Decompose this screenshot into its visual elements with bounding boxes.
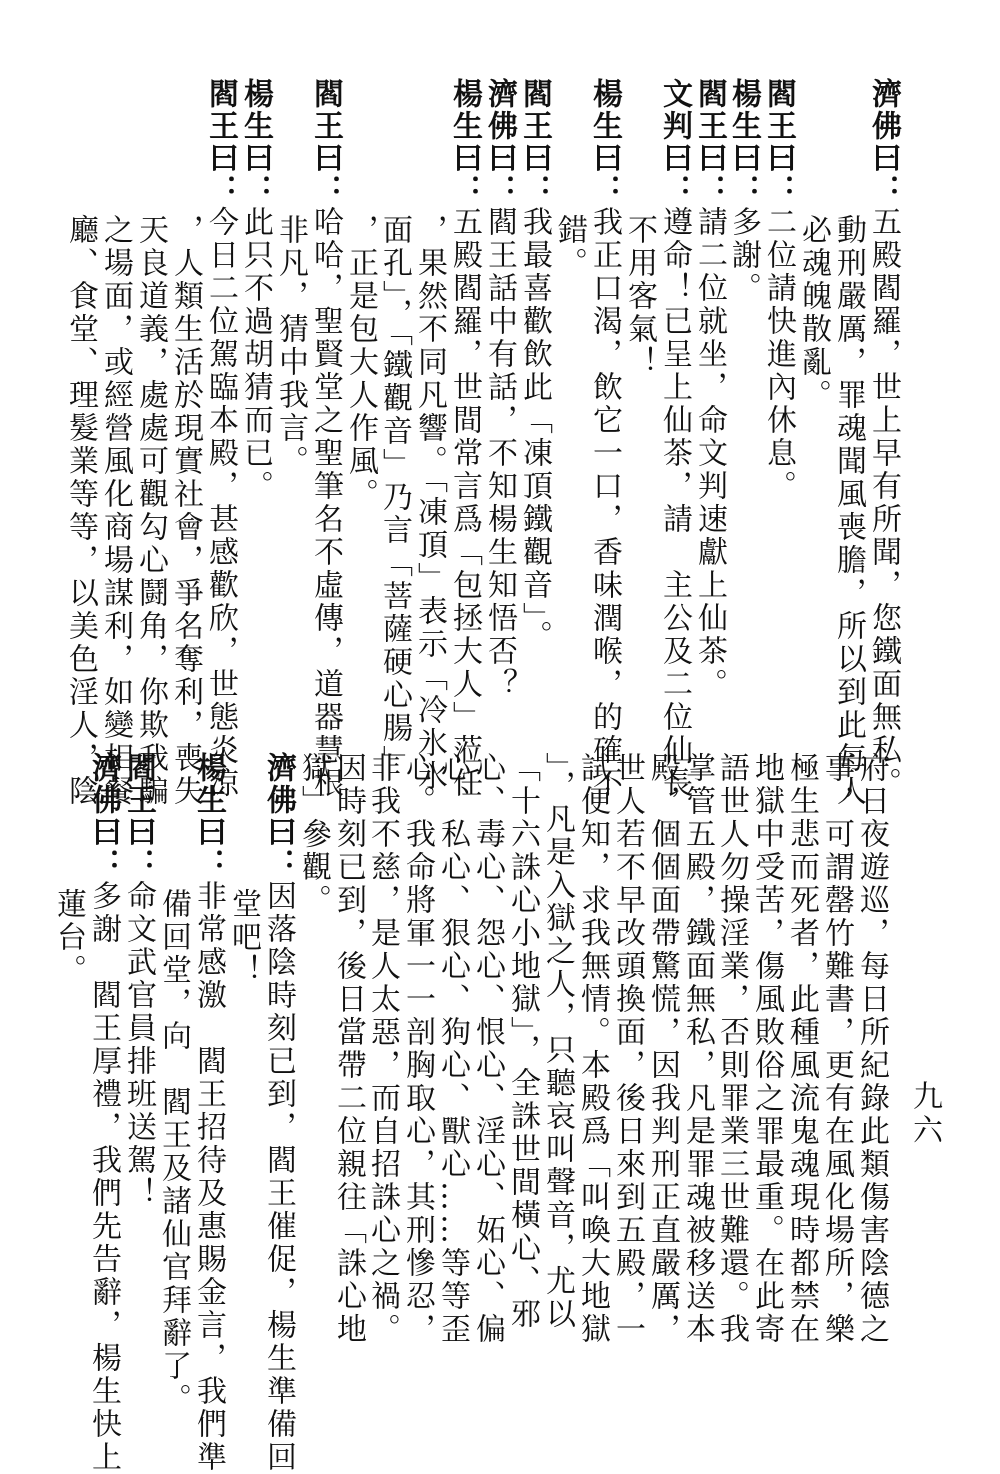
text-column	[657, 78, 691, 800]
line-text: 事，可謂罄竹難書，更有在風化場所，樂	[819, 752, 854, 1346]
text-column	[133, 214, 167, 808]
speaker-label: 濟佛曰：	[86, 752, 121, 880]
line-text: 語世人勿操淫業，否則罪業三世難還。我	[714, 752, 749, 1346]
text-column	[261, 752, 295, 1474]
text-column	[587, 78, 621, 800]
text-column	[831, 214, 865, 808]
text-column	[377, 214, 411, 778]
line-text: 請二位就坐，命文判速獻上仙茶。	[692, 206, 727, 701]
line-text: 「十六誅心小地獄」，全誅世間橫心、邪	[505, 752, 540, 1331]
line-text: 此只不過胡猜而已。	[238, 206, 273, 503]
text-column	[714, 752, 748, 1346]
text-column	[540, 752, 574, 1331]
text-column	[308, 78, 342, 800]
text-column	[470, 752, 504, 1346]
text-column	[226, 888, 260, 987]
text-column	[819, 752, 853, 1346]
text-column	[86, 752, 120, 1474]
line-text: 天良道義，處處可觀勾心鬪角，你欺我騙	[133, 214, 168, 808]
line-text: 府日夜遊巡，每日所紀錄此類傷害陰德之	[854, 752, 889, 1346]
speaker-label: 楊生曰：	[447, 78, 482, 206]
text-column	[51, 888, 85, 987]
text-column	[435, 752, 469, 1346]
line-text: 多謝 閻王厚禮，我們先告辭，楊生快上	[86, 880, 121, 1474]
text-column	[749, 752, 783, 1346]
line-text: 備回堂，向 閻王及諸仙官拜辭了。	[156, 888, 191, 1416]
line-text: 因落陰時刻已到，閻王催促，楊生準備回	[261, 880, 296, 1474]
text-column	[645, 752, 679, 1346]
line-text: 二位請快進內休息。	[761, 206, 796, 503]
line-text: 非常感激 閻王招待及惠賜金言，我們準	[191, 880, 226, 1474]
text-column	[726, 78, 760, 305]
text-column	[796, 214, 830, 412]
text-column	[238, 78, 272, 503]
line-text: 今日二位駕臨本殿，甚感歡欣，世態炎涼	[203, 206, 238, 800]
text-column	[622, 214, 656, 379]
line-text: 非我不慈，是人太惡，而自招誅心之禍。	[365, 752, 400, 1346]
text-column	[63, 214, 97, 808]
text-column	[866, 78, 900, 800]
text-column	[203, 78, 237, 800]
text-column	[680, 752, 714, 1346]
page-number: 九六	[907, 1080, 942, 1148]
text-column	[610, 752, 644, 1346]
line-text: 心、私心、狠心、狗心、獸心……等等歪	[435, 752, 470, 1346]
line-text: ，正是包大人作風。	[343, 214, 378, 511]
speaker-label: 文判曰：	[657, 78, 692, 206]
line-text: 之場面，或經營風化商場謀利，如變相餐	[98, 214, 133, 808]
line-text: 殿，個個面帶驚慌，因我判刑正直嚴厲，	[645, 752, 680, 1346]
line-text: 哈哈，聖賢堂之聖筆名不虛傳，道器慧根	[308, 206, 343, 800]
line-text: 非凡，猜中我言。	[273, 214, 308, 478]
line-text: 多謝。	[726, 206, 761, 305]
line-text: 面孔」，「鐵觀音」乃言「菩薩硬心腸」	[377, 214, 412, 778]
text-column	[273, 214, 307, 478]
line-text: 極生悲而死者，此種風流鬼魂現時都禁在	[784, 752, 819, 1346]
text-column	[854, 752, 888, 1346]
line-text: 掌管五殿，鐵面無私，凡是罪魂被移送本	[680, 752, 715, 1346]
text-column	[692, 78, 726, 701]
line-text: 錯。	[552, 214, 587, 280]
text-column	[447, 78, 481, 800]
line-text: 必魂魄散亂。	[796, 214, 831, 412]
speaker-label: 閻王曰：	[692, 78, 727, 206]
speaker-label: 閻王曰：	[203, 78, 238, 206]
line-text: 五殿閻羅，世間常言爲「包拯大人」蒞任	[447, 206, 482, 800]
text-column	[482, 78, 516, 701]
line-text: 心、毒心、怨心、恨心、淫心、妬心、偏	[470, 752, 505, 1346]
text-column	[517, 78, 551, 653]
text-column	[98, 214, 132, 808]
speaker-label: 濟佛曰：	[261, 752, 296, 880]
speaker-label: 閻王曰：	[761, 78, 796, 206]
speaker-label: 閻王曰：	[121, 752, 156, 880]
line-text: 不用客氣！	[622, 214, 657, 379]
line-text: 試便知，求我無情。本殿爲「叫喚大地獄	[575, 752, 610, 1346]
text-column	[156, 888, 190, 1416]
line-text: 地獄中受苦，傷風敗俗之罪最重。在此寄	[749, 752, 784, 1346]
text-column	[505, 752, 539, 1331]
text-column	[761, 78, 795, 503]
text-column	[331, 752, 365, 1346]
text-column	[168, 214, 202, 808]
speaker-label: 楊生曰：	[191, 752, 226, 880]
speaker-label: 閻王曰：	[517, 78, 552, 206]
line-text: 心。我命將軍一一剖胸取心，其刑慘忍，	[400, 752, 435, 1346]
line-text: 命文武官員排班送駕！	[121, 880, 156, 1210]
line-text: 閻王話中有話，不知楊生知悟否？	[482, 206, 517, 701]
text-column	[552, 214, 586, 280]
text-column	[400, 752, 434, 1346]
line-text: 」，凡是入獄之人，只聽哀叫聲音，尤以	[540, 752, 575, 1331]
text-column	[296, 752, 330, 917]
line-text: 動刑嚴厲，罪魂聞風喪膽，所以到此每人	[831, 214, 866, 808]
line-text: 我最喜歡飲此「凍頂鐵觀音」。	[517, 206, 552, 653]
line-text: ，果然不同凡響。「凍頂」表示「冷氷氷	[412, 214, 447, 793]
text-column	[191, 752, 225, 1474]
text-column	[365, 752, 399, 1346]
line-text: 堂吧！	[226, 888, 261, 987]
text-column	[412, 214, 446, 793]
speaker-label: 楊生曰：	[726, 78, 761, 206]
line-text: 遵命！已呈上仙茶，請 主公及二位仙長	[657, 206, 692, 800]
line-text: 世人若不早改頭換面，後日來到五殿，一	[610, 752, 645, 1346]
line-text: 廳、食堂、理髮業等等，以美色淫人，陰	[63, 214, 98, 808]
text-column	[784, 752, 818, 1346]
speaker-label: 濟佛曰：	[866, 78, 901, 206]
line-text: 因時刻已到，後日當帶二位親往「誅心地	[331, 752, 366, 1346]
speaker-label: 楊生曰：	[587, 78, 622, 206]
line-text: 我正口渴，飲它一口，香味潤喉，的確不	[587, 206, 622, 800]
line-text: 獄」參觀。	[296, 752, 331, 917]
line-text: 蓮台。	[51, 888, 86, 987]
speaker-label: 閻王曰：	[308, 78, 343, 206]
text-column	[121, 752, 155, 1210]
text-column	[575, 752, 609, 1346]
line-text: ，人類生活於現實社會，爭名奪利，喪失	[168, 214, 203, 808]
line-text: 五殿閻羅，世上早有所聞，您鐵面無私。	[866, 206, 901, 800]
speaker-label: 楊生曰：	[238, 78, 273, 206]
text-column	[343, 214, 377, 511]
speaker-label: 濟佛曰：	[482, 78, 517, 206]
